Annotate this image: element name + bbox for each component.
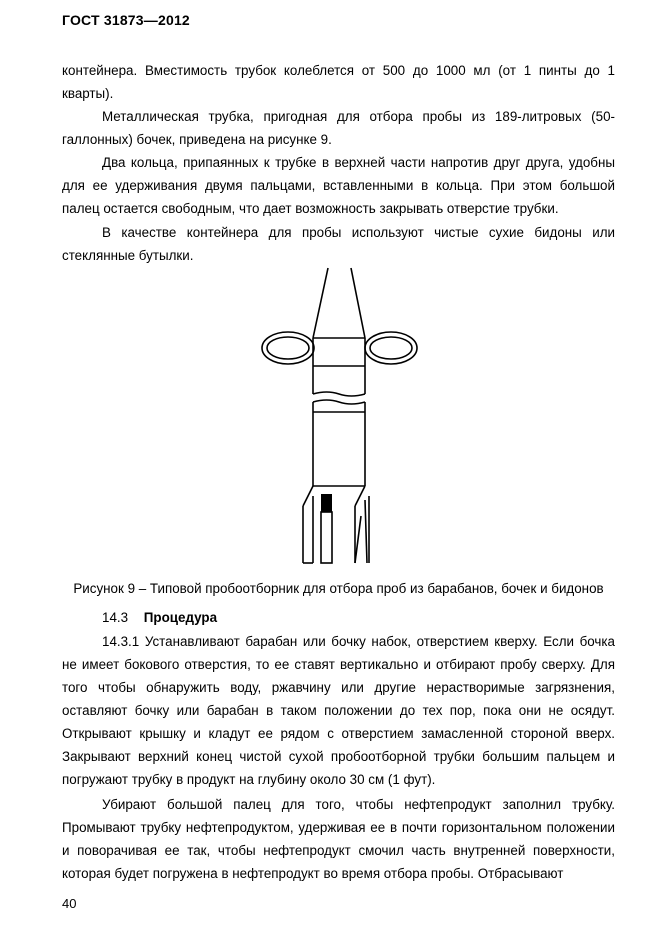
section-title: Процедура	[143, 610, 218, 625]
break-line-upper	[313, 392, 365, 396]
left-ring-inner	[267, 337, 309, 359]
paragraph-rings: Два кольца, припаянных к трубке в верхней части напротив друг друга, удобны для ее удерживания двумя пальцами, вставленными в кольца. При этом большой палец остается свободным, что дает возможность закрывать отверстие трубки.	[62, 155, 615, 216]
sampler-tube-drawing	[255, 266, 425, 566]
valve-insert	[321, 494, 332, 512]
section-heading	[102, 609, 217, 627]
page-number: 40	[62, 896, 77, 911]
sampler-figure	[255, 266, 425, 566]
break-line-lower	[313, 400, 365, 404]
paragraph-rinse-tube: Убирают большой палец для того, чтобы нефтепродукт заполнил трубку. Промывают трубку нефтепродуктом, удерживая ее в почти горизонтальном положении и поворачивая ее так, чтобы нефтепродукт смочил часть внутренней поверхности, которая будет погружена в нефтепродукт во время отбора пробы. Отбрасывают	[62, 797, 615, 881]
nozzle-right-edge	[351, 268, 365, 338]
paragraph-procedure-14-3-1: 14.3.1 Устанавливают барабан или бочку набок, отверстием кверху. Если бочка не имеет бокового отверстия, то ее ставят вертикально и отбирают пробу сверху. Для того чтобы обнаружить воду, ржавчину или другие нерастворимые загрязнения, оставляют бочку или барабан в таком положении до тех пор, пока они не осядут. Открывают крышку и кладут ее рядом с отверстием замасленной стороной вверх. Закрывают верхний конец чистой сухой пробоотборной трубки большим пальцем и погружают трубку в продукт на глубину около 30 см (1 фут).	[62, 634, 615, 787]
right-ring-inner	[370, 337, 412, 359]
document-header: ГОСТ 31873—2012	[62, 12, 190, 28]
figure-caption: Рисунок 9 – Типовой пробоотборник для отбора проб из барабанов, бочек и бидонов	[73, 581, 604, 596]
section-number: 14.3	[102, 610, 129, 625]
paragraph-sample-container: В качестве контейнера для пробы используют чистые сухие бидоны или стеклянные бутылки.	[62, 225, 615, 263]
nozzle-left-edge	[313, 268, 328, 338]
paragraph-metal-tube: Металлическая трубка, пригодная для отбора пробы из 189-литровых (50-галлонных) бочек, приведена на рисунке 9.	[62, 109, 615, 147]
paragraph-container-capacity: контейнера. Вместимость трубок колеблется от 500 до 1000 мл (от 1 пинты до 1 кварты).	[62, 63, 615, 101]
